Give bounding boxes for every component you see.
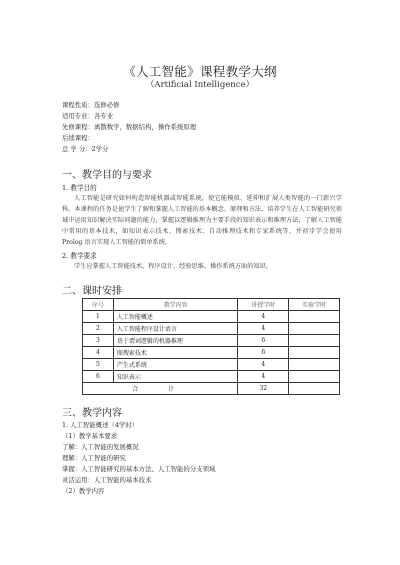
goal-paragraph: 人工智能是研究如何构造智能机器或智能系统，使它能模拟、延伸和扩展人类智能的一门新兴学科。本课程的任务是使学生了解和掌握人工智能的基本概念、原理和方法，培养学生在人工智能研究领域中运用知识解决实际问题的能力，掌握以逻辑推理为主要手段的知识表示和推理方法，了解人工智能中常用的基本技术，如知识表示技术、搜索技术、自动推理技术和专家系统等，并初步学会使用 Prolog 语言实现人工智能的简单系统。 — [62, 195, 342, 246]
table-cell: 6 — [238, 335, 289, 347]
content-line: （2）教学内容 — [62, 487, 105, 495]
table-cell — [289, 311, 340, 323]
content-line: 了解：人工智能的发展概况 — [62, 443, 139, 451]
info-line: 课程性质：选修必修 — [62, 101, 120, 109]
content-line: （1）教学基本要求 — [62, 432, 118, 440]
section-heading-schedule: 二、课时安排 — [62, 286, 122, 297]
table-row — [83, 359, 340, 371]
table-cell: 5 — [83, 359, 114, 371]
table-cell: 人工智能程序设计语言 — [113, 323, 237, 335]
table-cell: 图搜索技术 — [113, 347, 237, 359]
table-cell — [289, 335, 340, 347]
total-value-cell: 32 — [238, 383, 289, 395]
info-line: 后续课程： — [62, 134, 94, 142]
page-title: 《人工智能》课程教学大纲 — [123, 64, 277, 79]
table-cell: 6 — [83, 371, 114, 383]
table-cell: 2 — [83, 323, 114, 335]
header-cell: 讲授学时 — [238, 299, 289, 311]
table-cell: 6 — [238, 347, 289, 359]
table-cell: 4 — [238, 311, 289, 323]
table-row — [83, 311, 340, 323]
content-line: 灵活运用：人工智能的基本技术 — [62, 476, 152, 484]
table-cell: 3 — [83, 335, 114, 347]
table-cell: 基于谓词逻辑的机器推理 — [113, 335, 237, 347]
course-info — [62, 100, 196, 155]
table-cell — [289, 359, 340, 371]
table-cell: 产生式系统 — [113, 359, 237, 371]
header-cell: 教学内容 — [113, 299, 237, 311]
table-cell — [289, 383, 340, 395]
table-cell: 知识表示 — [113, 371, 237, 383]
table-cell: 4 — [238, 371, 289, 383]
section-heading-goals: 一、教学目的与要求 — [62, 170, 152, 181]
table-row — [83, 371, 340, 383]
subheading-requirements: 2. 教学要求 — [62, 252, 97, 260]
table-cell — [289, 371, 340, 383]
subheading-goal: 1. 教学目的 — [62, 184, 97, 192]
info-line: 适用专业：各专业 — [62, 112, 114, 120]
table-cell: 4 — [238, 323, 289, 335]
table-cell: 4 — [83, 347, 114, 359]
requirements-paragraph: 学生应掌握人工智能技术、程序设计、经验思维、操作系统方面的知识。 — [74, 263, 272, 270]
content-line: 掌握：人工智能研究的基本方法、人工智能的分支领域 — [62, 465, 216, 473]
table-total-row — [83, 383, 340, 395]
content-line: 理解：人工智能的研究 — [62, 454, 126, 462]
content-list — [62, 420, 215, 497]
table-row — [83, 335, 340, 347]
table-cell: 4 — [238, 359, 289, 371]
total-label-cell: 合 计 — [83, 383, 238, 395]
info-line: 总 学 分：2学分 — [62, 145, 109, 153]
table-cell: 1 — [83, 311, 114, 323]
header-cell: 序号 — [83, 299, 114, 311]
table-row — [83, 347, 340, 359]
page-subtitle: （Artificial Intelligence） — [145, 80, 255, 90]
schedule-table — [82, 298, 340, 395]
table-cell — [289, 323, 340, 335]
content-line: 1. 人工智能概述（4学时） — [62, 421, 139, 429]
table-cell — [289, 347, 340, 359]
info-line: 先修课程：离散数学，数据结构，操作系统原理 — [62, 123, 197, 131]
table-header-row — [83, 299, 340, 311]
table-cell: 人工智能概述 — [113, 311, 237, 323]
section-heading-content: 三、教学内容 — [62, 408, 122, 419]
table-row — [83, 323, 340, 335]
header-cell: 实验学时 — [289, 299, 340, 311]
